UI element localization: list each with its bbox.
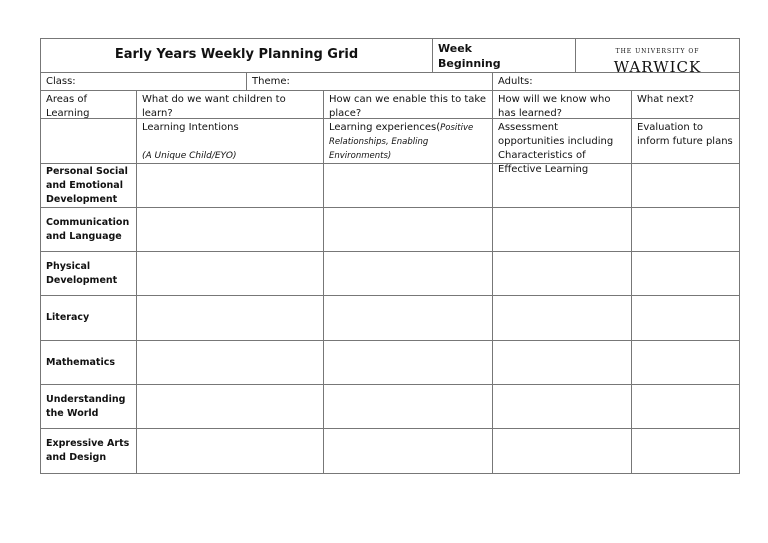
sub-header-learn xyxy=(136,118,324,164)
plan-cell[interactable] xyxy=(492,207,632,252)
area-label xyxy=(40,295,137,341)
plan-cell[interactable] xyxy=(631,428,740,474)
area-label xyxy=(40,340,137,385)
plan-cell[interactable] xyxy=(631,163,740,208)
warwick-logo xyxy=(575,38,740,76)
col-header-enable: How can we enable this to take place? xyxy=(323,90,493,119)
plan-cell[interactable] xyxy=(323,340,493,385)
class-label: Class: xyxy=(46,76,76,87)
plan-cell[interactable] xyxy=(492,295,632,341)
area-text: Communication and Language xyxy=(46,216,130,242)
col-header-learn: What do we want children to learn? xyxy=(136,90,324,119)
plan-cell[interactable] xyxy=(492,163,632,208)
col-header-areas: Areas of Learning xyxy=(40,90,137,119)
col-header-next: What next? xyxy=(631,90,740,119)
area-text: Expressive Arts and Design xyxy=(46,438,130,463)
sub-header-next: Evaluation to inform future plans xyxy=(631,118,740,164)
area-text: Physical Development xyxy=(46,260,118,286)
plan-cell[interactable] xyxy=(631,384,740,429)
plan-cell[interactable] xyxy=(136,384,324,429)
logo-subtitle: THE UNIVERSITY OF xyxy=(615,48,700,55)
logo-name: WARWICK xyxy=(613,58,702,76)
plan-cell[interactable] xyxy=(136,428,324,474)
plan-cell[interactable] xyxy=(136,340,324,385)
adults-field[interactable] xyxy=(492,72,740,91)
plan-cell[interactable] xyxy=(323,163,493,208)
plan-cell[interactable] xyxy=(492,340,632,385)
col-header-assess: How will we know who has learned? xyxy=(492,90,632,119)
plan-cell[interactable] xyxy=(136,295,324,341)
plan-cell[interactable] xyxy=(136,163,324,208)
plan-cell[interactable] xyxy=(323,207,493,252)
sub-header-enable xyxy=(323,118,493,164)
sub-header-blank xyxy=(40,118,137,164)
learning-intentions: Learning Intentions xyxy=(142,122,239,133)
learning-experiences: Learning experiences( xyxy=(329,122,441,133)
plan-cell[interactable] xyxy=(492,384,632,429)
area-text: Mathematics xyxy=(46,356,116,368)
week-beginning-field[interactable] xyxy=(432,38,576,73)
unique-child-note: (A Unique Child/EYO) xyxy=(142,151,237,161)
class-field[interactable] xyxy=(40,72,247,91)
area-label xyxy=(40,428,137,474)
plan-cell[interactable] xyxy=(323,295,493,341)
sub-header-assess: Assessment opportunities including Characteristics of Effective Learning xyxy=(492,118,632,164)
plan-cell[interactable] xyxy=(323,428,493,474)
area-text: Literacy xyxy=(46,312,90,323)
theme-label: Theme: xyxy=(252,76,290,87)
area-label xyxy=(40,163,137,208)
plan-cell[interactable] xyxy=(631,207,740,252)
area-label xyxy=(40,251,137,296)
area-label xyxy=(40,384,137,429)
enabling-note: Positive Relationships, Enabling Environments) xyxy=(329,123,474,161)
plan-cell[interactable] xyxy=(323,251,493,296)
plan-cell[interactable] xyxy=(136,251,324,296)
theme-field[interactable] xyxy=(246,72,493,91)
week-beginning-label: Week Beginning xyxy=(438,42,501,70)
plan-cell[interactable] xyxy=(492,428,632,474)
area-text: Understanding the World xyxy=(46,393,126,419)
page-title: Early Years Weekly Planning Grid xyxy=(40,38,433,73)
area-label xyxy=(40,207,137,252)
plan-cell[interactable] xyxy=(631,295,740,341)
plan-cell[interactable] xyxy=(323,384,493,429)
adults-label: Adults: xyxy=(498,76,533,87)
area-text: Personal Social and Emotional Development xyxy=(46,165,128,205)
plan-cell[interactable] xyxy=(492,251,632,296)
plan-cell[interactable] xyxy=(631,340,740,385)
plan-cell[interactable] xyxy=(136,207,324,252)
plan-cell[interactable] xyxy=(631,251,740,296)
